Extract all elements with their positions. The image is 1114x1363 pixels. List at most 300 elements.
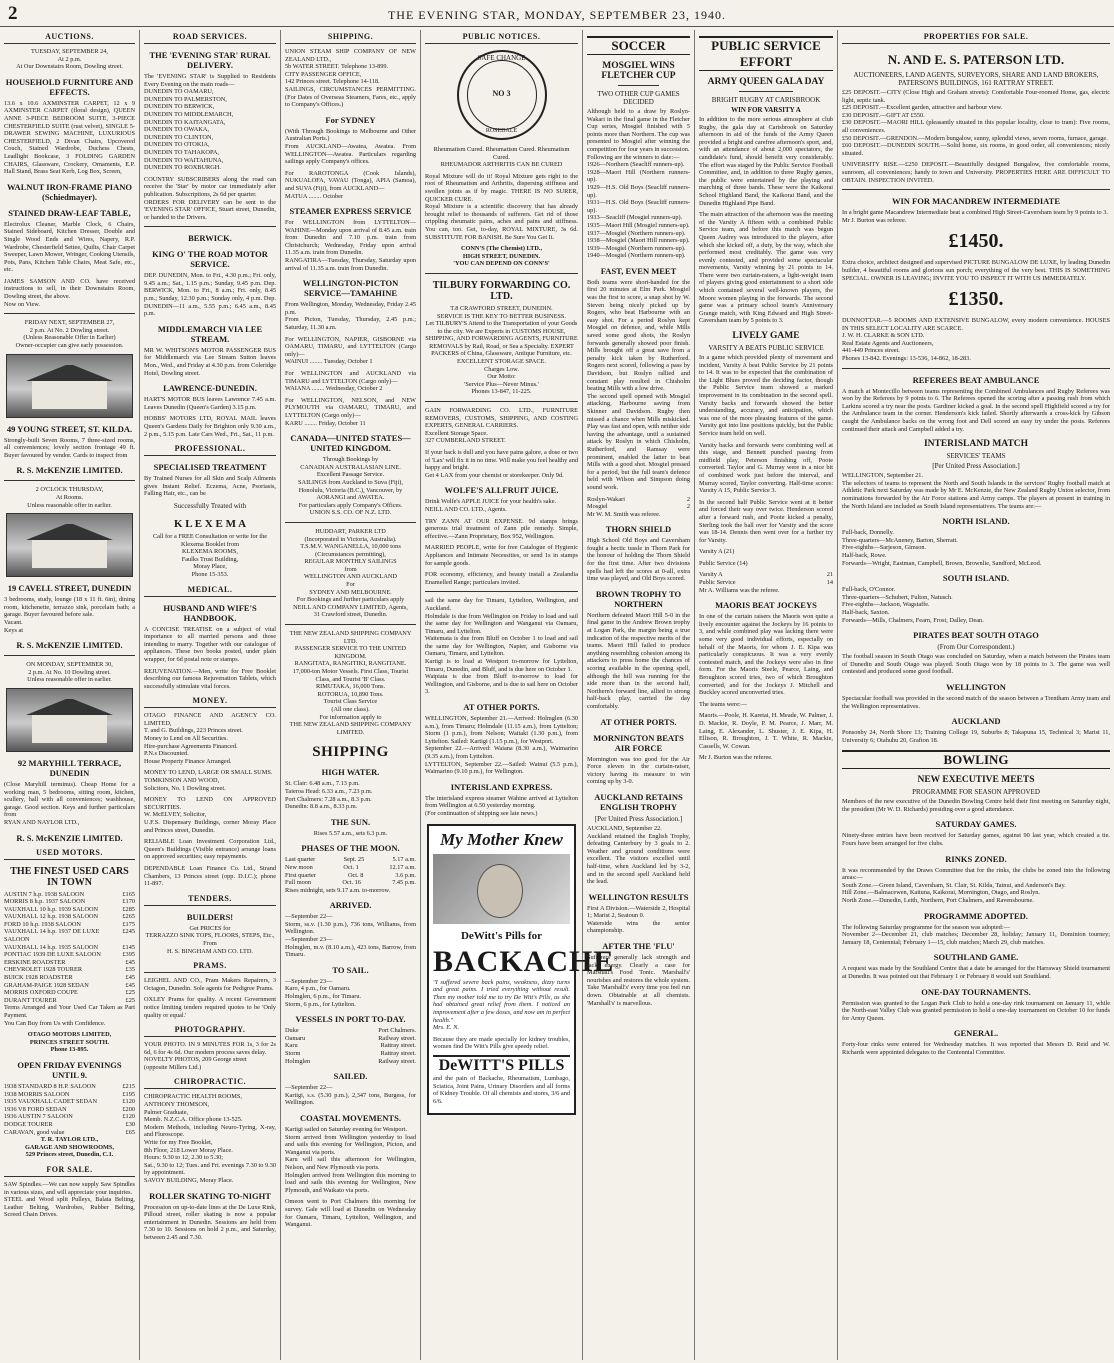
car-price-row-cell: £285 [122, 905, 135, 913]
moon-phase-table [285, 856, 416, 886]
ad-body: By Trained Nurses for all Skin and Scalp Ailments gives Instant Relief. Eczema, Acne, Psoriasis, Falling Hair, etc., can be [144, 475, 276, 498]
ad-body: Through Bookings by CANADIAN AUSTRALASIAN LINE. Excellent Passage Service. SAILINGS from Auckland to Suva (Fiji), Honolulu, Victoria (B.C.), Vancouver, by AORANGI and AWATEA. For particulars apply Company's Offices. UNION S.S. CO. OF N.Z. LTD. [298, 456, 403, 517]
moon-phase-row-cell: Full moon [285, 879, 312, 887]
news-body: A request was made by the Southland Centre that a date be arranged for the Harraway Shield tournament at Dunedin. It was pointed out that February 1 or February 8 would suit Southland. [842, 965, 1110, 980]
ad-body: Royal Mixture will do it! Royal Mixture gets right to the root of Rheumatism and Arthritis, dispersing stiffness and swollen joints as if by magic. THERE IS NO SURER, QUICKER CURE. Royal Mixture is a scientific discovery that has already brought relief to thousands of sufferers. Get rid of those crippling rheumatic pains, aches and pains and stiffness. You can, too. Get, to-day, ROYAL MIXTURE, 3s 6d. SUBSTITUTE FOR BANISH. Be Sure You Get It. [425, 172, 578, 241]
news-body: The teams were:— [699, 700, 747, 708]
car-price-row [4, 928, 135, 943]
news-heading: THE SUN. [330, 816, 371, 827]
news-heading: INTERISLAND EXPRESS. [450, 781, 553, 792]
moon-phase-row-cell: Sept. 25 [343, 856, 365, 864]
car-price-row-cell: DURANT TOURER [4, 996, 57, 1004]
car-price-row-cell: £45 [125, 958, 135, 966]
ad-body: HOBBS' MOTORS LTD, ROYAL MAIL leaves Queen's Gardens Daily for Brighton only 9.30 a.m., 2 p.m., 5.15 p.m. Late Cars Wed., Fri., Sat., 11 p.m. [144, 415, 276, 438]
news-heading: VESSELS IN PORT TO-DAY. [295, 1014, 406, 1025]
ad-body: Rheumatism Cured. Rheumatism Cured. Rheumatism Cured. RHEUMADOR ARTHRITIS CAN BE CURED [433, 146, 570, 169]
news-body: WELLINGTON, September 21. The selectors of teams to represent the North and South Islands in the services' Rugby football match at Athletic Park next Saturday was made by Mr E. McKenzie, the New Zealand Rugby Union selector, from nominations forwarded by the Air Force stations and Army camps. The players at present in training in the North Island are included as South Island representatives. The teams are:— [842, 472, 1110, 510]
team-heading: SOUTH ISLAND. [942, 573, 1010, 584]
vessel-row-cell: Railway street. [378, 1034, 416, 1042]
news-headline: MOSGIEL WINS FLETCHER CUP [601, 61, 676, 81]
section-heading: MEDICAL. [144, 583, 276, 597]
column-rugby [695, 30, 838, 1360]
news-body: In the second half Public Service went at it better and forced their way over twice. Henderson scored after a forward rush, and Poote kicked a penalty, Sterling took the ball over for Varsity and the score was 18-14. Dennis then went over for a further try for Varsity. [699, 498, 833, 544]
car-price-row-cell: £45 [125, 981, 135, 989]
news-body: Varsity backs and forwards were combining well at this stage, and Bennett punched passing from midfield play, Peterson finishing off, Poote converted. Taylor and G. Murray were in a nice bit of combined work just before the interval, and Murray scored, Taylor converting. Half-time scores: Varsity A 15, Public Service 3. [699, 441, 833, 495]
news-headline: REFEREES BEAT AMBULANCE [912, 374, 1040, 385]
ad-heading: OPEN FRIDAY EVENINGS UNTIL 9. [17, 1059, 122, 1080]
news-body: Mr J. Burton was the referee. [699, 754, 773, 762]
news-headline: ONE-DAY TOURNAMENTS. [921, 986, 1031, 997]
car-price-row [4, 974, 135, 982]
car-price-row-cell: £265 [122, 913, 135, 921]
news-heading: HIGH WATER. [321, 767, 380, 778]
score-row [587, 503, 690, 511]
section-heading: PROFESSIONAL. [144, 442, 276, 456]
section-heading: USED MOTORS. [4, 846, 135, 860]
vessel-row-cell: Rattray street. [380, 1042, 416, 1050]
car-price-row-cell: £25 [125, 996, 135, 1004]
car-price-row [4, 951, 135, 959]
ad-body: RELIABLE Loan Investment Corporation Ltd., Queen's Buildings (Visible entrance) arrange loans on approved securities; easy repayments. [144, 838, 276, 861]
car-price-row-cell: £165 [122, 890, 135, 898]
car-price-row-cell: MORRIS 8 h.p. 1937 SALOON [4, 898, 86, 906]
auction-notice: ON MONDAY, SEPTEMBER 30, 2 p.m. At No. 10 Dowling street. Unless reasonable offer in earlier. [26, 661, 113, 684]
news-headline: WIN FOR MACANDREW INTERMEDIATE [891, 196, 1061, 207]
agent-name: R. S. McKENZIE LIMITED. [16, 640, 123, 651]
ad-body: Terms Arranged and Your Used Car Taken as Part Payment. You Can Buy from Us with Confidence. [4, 1004, 135, 1027]
ad-heading: HOUSEHOLD FURNITURE AND EFFECTS. [5, 76, 134, 97]
car-price-row [4, 944, 135, 952]
badge-text-middle: NO 3 [492, 89, 511, 98]
ad-body: MARRIED PEOPLE, write for free Catalogue of Hygienic Appliances and Intimate Necessities, or send 1s in stamps for sample goods. [425, 544, 578, 567]
news-body: Omeon went to Port Chalmers this morning for survey. Gale will load at Dunedin on Wednesday for Oamaru, Timaru, Lyttelton, Wellington, and Wanganui. [285, 1198, 416, 1229]
ad-body: HART'S MOTOR BUS leaves Lawrence 7.45 a.m. Leaves Dunedin (Queen's Garden) 3.15 p.m. [144, 396, 276, 411]
news-body: The main attraction of the afternoon was the meeting of the Varsity A fifteen with a combined Public Service team, and before this match was begun Queen Audrey was introduced to the players, after which she kicked off, a duty, by the way, which she performed most creditably. The game was very evenly contested, and provided some spectacular movements, Varsity winning by 21 points to 14. There were two curtain-raisers, a light-weight team of players giving good entertainment to a short side which contained several well-known players, the Moore women playing in the forwards. The second game was a primary school team's Anniversary Grange match, with King Edward and High Street-Caversham team by 5 points to 3. [699, 211, 833, 325]
advert-headline: My Mother Knew [440, 829, 563, 849]
vessel-row-cell: Railway street. [378, 1057, 416, 1065]
dealer-name: OTAGO MOTORS LIMITED, PRINCES STREET SOUTH. Phone 13-895. [27, 1031, 112, 1054]
ad-heading: BERWICK. [188, 233, 232, 244]
vessel-row [285, 1027, 416, 1035]
car-price-row [4, 1106, 135, 1114]
moon-phase-row-cell: Last quarter [285, 856, 316, 864]
car-price-row-cell: £120 [122, 1098, 135, 1106]
news-credit: [Per United Press Association.] [594, 814, 683, 823]
news-credit: (From Our Correspondent.) [937, 643, 1015, 652]
ad-body: £25 DEPOSIT.—CITY (Close High and Graham streets): Comfortable Four-roomed Home, gas, electric light, septic tank. £25 DEPOSIT.—Excellent garden, attractive and harbour view. £30 DEPOSIT.—GIFT AT £550. £30 DEPOSIT.—MAORI HILL (pleasantly situated in this popular locality, close to tram): Five rooms, all conveniences. £50 DEPOSIT.—GRENDON.—Modern bungalow, sunny, splendid views, seven rooms, furnace, garage. £60 DEPOSIT.—DUNEDIN SOUTH.—Solid home, six rooms, in good order, all conveniences; nicely situated. [842, 89, 1110, 157]
ad-body: TRY ZANN AT OUR EXPENSE. 9d stamps brings generous trial treatment of Zann pile remedy. Simple, effective.—Zann Proprietary, Box 952, Wellington. [425, 517, 578, 540]
ad-heading: THE FINEST USED CARS IN TOWN [10, 865, 129, 888]
section-heading: PRAMS. [144, 959, 276, 973]
car-price-row-cell: £215 [122, 1082, 135, 1090]
news-heading: SAILED. [333, 1071, 368, 1082]
news-credit: [Per United Press Association.] [932, 462, 1020, 471]
car-price-row-cell: 1938 STANDARD 8 H.P. SALOON [4, 1082, 96, 1090]
agent-name: R. S. McKENZIE LIMITED. [16, 832, 123, 843]
ad-heading: THE 'EVENING STAR' RURAL DELIVERY. [149, 50, 271, 70]
moon-phase-row [285, 856, 416, 864]
ad-heading: KING O' THE ROAD MOTOR SERVICE. [152, 249, 268, 270]
news-body: Permission was granted to the Logan Park Club to hold a one-day rink tournament on January 11, while the North-east Valley Club was granted permission to hold a one-day tournament on October 10 for funds for Army Queen. [842, 999, 1110, 1022]
news-headline: AUCKLAND [951, 716, 1001, 727]
property-price: £1450. [948, 230, 1004, 253]
news-body: The following Saturday programme for the season was adopted:— November 2—December 21, club matches; December 28, holiday; January 11, Dominion tourney; January 18, Centennial; February 1—15, club matches; March 29, club matches. [842, 923, 1110, 946]
news-heading: COASTAL MOVEMENTS. [300, 1112, 401, 1123]
moon-phase-row-cell: 7.45 p.m. [392, 879, 416, 887]
vessel-row [285, 1035, 416, 1043]
car-price-row-cell: £200 [122, 1105, 135, 1113]
vessels-table [285, 1027, 416, 1065]
car-price-row [4, 997, 135, 1005]
vessel-row-cell: Storm [285, 1050, 301, 1057]
badge-text-top: SAFE CHANGE [477, 54, 526, 62]
news-body: —September 22— Storm, ss.v. (1.30 p.m.), 736 tons, Williams, from Wellington. —September 23— Holmglen, m.v. (8.10 a.m.), 423 tons, Barrow, from Timaru. [285, 913, 416, 959]
car-price-row-cell: GRAHAM-PAIGE 1928 SEDAN [4, 981, 89, 989]
score-row-cell: 2 [686, 495, 690, 503]
moon-phase-row [285, 864, 416, 872]
score-row [699, 579, 833, 587]
badge-text-bottom: ROSEDALE [485, 128, 518, 134]
ad-heading: HUSBAND AND WIFE'S HANDBOOK. [163, 602, 257, 623]
score-row-cell: Varsity A [699, 571, 723, 579]
news-body: WELLINGTON, September 21.—Arrived: Holmglen (6.30 a.m.), from Timaru; Holmdale (11.15 a.m.), from Lyttelton; Storm (1 p.m.), from Nelson; Waitaki (1.30 p.m.), from Lyttelton. Sailed: Kartigi (1.15 p.m.), for Westport. September 22.—Arrived: Waiana (8.30 a.m.), Waimarino (9.35 a.m.), from Lyttelton. LYTTELTON, September 22.—Sailed: Wainui (5.5 p.m.), Waimarino (9.10 p.m.), for Wellington. [425, 715, 578, 776]
house-photo [6, 354, 133, 418]
news-body: In a game which provided plenty of movement and incident, Varsity A beat Public Service by 21 points to 14. It was to be expected that the combination of the Light Blues proved the deciding factor, though the Public Service team showed a marked improvement in its combination in the second spell. Varsity backs and forwards showed the better understanding, accuracy, and anticipation, which was one of the more pleasing features of the game. Varsity got into line positions quickly, but the Public Service team held on well. [699, 354, 833, 437]
news-body: —September 22— Kartigi, s.s. (5.30 p.m.), 2,347 tons, Burgess, for Wellington. [285, 1084, 416, 1107]
news-body: It was recommended by the Draws Committee that for the rinks, the clubs be zoned into the following areas:— South Zone.—Green Island, Caversham, St. Clair, St. Kilda, Tainui, and Anderson's Bay. Hill Zone.—Balmacewen, Kaituna, Kaikorai, Mornington, Otago, and Roslyn. North Zone.—Dunedin, Leith, Northern, Port Chalmers, and Ravensbourne. [842, 866, 1110, 905]
news-body: Full-back, O'Connor. Three-quarters—Schubert, Fulton, Natusch. Five-eighths—Jackson, Wagstaffe. Half-back, Saxton. Forwards—Mills, Chalmers, Fearn, Frost, Dalley, Dean. [842, 586, 984, 624]
agency-details: AUCTIONEERS, LAND AGENTS, SURVEYORS, SHARE AND LAND BROKERS, PATERSON'S BUILDINGS, 161 RATTRAY STREET. [853, 71, 1099, 87]
car-price-row-cell: 1936 AUSTIN 7 SALOON [4, 1113, 73, 1121]
ad-heading: WALNUT IRON-FRAME PIANO (Schiedmayer). [7, 181, 132, 202]
ad-body: If your back is dull and you have pains galore, a dose or two of 'Lax' will fix it in no time. Will make you feel healthy and happy and bright. Get 4 LAX from your chemist or storekeeper. Only 9d. [425, 449, 578, 479]
ad-body: JAMES SAMSON AND CO. have received instructions to sell, in their Downstairs Room, Dowling street, the above. Now on View. [4, 277, 135, 308]
news-subheadline: BRIGHT RUGBY AT CARISBROOK [711, 96, 821, 104]
news-heading: AT OTHER PORTS. [463, 702, 540, 713]
news-body: The football season in South Otago was concluded on Saturday, when a match between the Pirates team of Dunedin and South Otago was played. South Otago won by 18 points to 3. The game was well contested and produced some good football. [842, 653, 1110, 676]
news-body: —September 23— Karo, 4 p.m., for Oamaru. Holmglen, 6 p.m., for Timaru. Storm, 6 p.m., for Lyttelton. [285, 977, 362, 1008]
ad-heading: CANADA—UNITED STATES—UNITED KINGDOM. [290, 433, 411, 454]
ad-body: GAIN FORWARDING CO. LTD., FURNITURE REMOVERS, CUSTOMS, SHIPPING, AND COSTING EXPERTS, GENERAL CARRIERS. Excellent Storage Space. 327 CUMBERLAND STREET. [425, 407, 578, 445]
car-price-row-cell: £395 [122, 951, 135, 959]
news-body: The interisland express steamer Wahine arrived at Lyttelton from Wellington at 6.50 yesterday morning. (For continuation of shipping see late news.) [425, 794, 578, 817]
car-price-row [4, 1091, 135, 1099]
section-banner: SOCCER [587, 36, 690, 55]
ad-body: Extra choice, architect designed and supervised PICTURE BUNGALOW DE LUXE, by leading Dunedin builder, 4 beautiful rooms and glorious sun porch; everything of the very best. THIS IS SOMETHING SPECIAL. OWNER IS LEAVING; INVITE YOU TO INSPECT IT WITH US IMMEDIATELY. [842, 259, 1110, 282]
ad-body: (With Through Bookings to Melbourne and Other Australian Ports.) From AUCKLAND—Awatea, Awatea. From WELLINGTON—Awatea. Particulars regarding sailings apply Company's offices. [285, 127, 416, 166]
car-price-row [4, 1113, 135, 1121]
news-body: Full-back, Donnelly. Three-quarters—McAneney, Barton, Sherratt. Five-eighths—Sarjeson, Gimson. Half-back, Rowe. Forwards—Wright, Eastman, Campbell, Brown, Brownlie, Sandford, McLeod. [842, 529, 1042, 567]
ad-body: For WELLINGTON from LYTTELTON—WAHINE—Monday upon arrival of 8.45 a.m. train from Dunedin and 7.10 p.m. train from Christchurch; Wednesday, Friday upon arrival 11.35 a.m. train from Dunedin. RANGATIRA—Tuesday, Thursday, Saturday upon arrival of 11.35 a.m. train from Dunedin. [285, 219, 416, 272]
vessel-row-cell: Karu [285, 1042, 298, 1050]
ad-body: For WELLINGTON, NELSON, and NEW PLYMOUTH via OAMARU, TIMARU, and LYTTELTON (Cargo only)— KARU ........ Friday, October 11 [285, 396, 416, 427]
ad-body: OTAGO FINANCE AND AGENCY CO. LIMITED, T. and G. Buildings, 223 Princes street. Money to Lend on All Securities. Hire-purchase Agreements Financed. P.N.s Discounted. House Property Finance Arranged. [144, 712, 276, 765]
car-price-row-cell: PONTIAC 1939 DE LUXE SALOON [4, 951, 101, 959]
news-body: Ponsonby 24, North Shore 13; Training College 19, Suburbs 8; Takapuna 15, Technical 3; Marist 11, University 6; Otahuhu 20, Grafton 18. [842, 729, 1110, 744]
car-price-row-cell: £30 [125, 1120, 135, 1128]
vessel-row [285, 1042, 416, 1050]
advert-body: and the pain of Backache, Rheumatism, Lumbago, Sciatica, Joint Pains, Urinary Disorders and all forms of Kidney Trouble. Of all chemists and stores, 3/6 and 6/6. [433, 1074, 570, 1105]
ad-body: OXLEY Prams for quality. A recent Government notice limiting tenders required quotes to be 'Only quality or equal.' [144, 996, 276, 1019]
ad-body: Strongly-built Seven Rooms, 7 three-sized rooms, all conveniences; lovely section frontage 49 ft. Buyer favoured by vendor. Cards to inspect from [4, 436, 135, 459]
car-price-row-cell: CHEVROLET 1928 TOURER [4, 966, 83, 974]
news-headline: THORN SHIELD [605, 524, 672, 535]
section-heading: PROPERTIES FOR SALE. [842, 30, 1110, 44]
ad-heading: BUILDERS! [186, 911, 234, 922]
section-heading: TENDERS. [144, 892, 276, 906]
news-headline: INTERISLAND MATCH [923, 439, 1029, 450]
car-price-row [4, 982, 135, 990]
ad-body: COUNTRY SUBSCRIBERS along the road can receive the 'Star' by motor car immediately after publication. Subscriptions, 2s 6d per quarter. ORDERS FOR DELIVERY can be sent to the 'EVENING STAR' OFFICE, Stuart street, Dunedin, or handed to the Drivers. [144, 175, 276, 221]
ad-body: THE NEW ZEALAND SHIPPING COMPANY LTD. PASSENGER SERVICE TO THE UNITED KINGDOM. RANGITATA, RANGITIKI, RANGITANE. 17,000-ton Motor Vessels. First Class, Tourist Class, and Tourist 'B' Class. RIMUTAKA, 16,000 Tons. ROTORUA, 10,890 Tons. Tourist Class Service (All one class). For information apply to THE NEW ZEALAND SHIPPING COMPANY LIMITED. [289, 630, 412, 736]
ad-heading: ROLLER SKATING TO-NIGHT [149, 1190, 271, 1201]
ad-body: LEIGHEL AND CO., Pram Makers Repairers, 3 Octagon, Dunedin. Sole agents for Pedigree Prams. [144, 977, 276, 992]
score-row-cell: Public Service [699, 579, 736, 587]
advert-big-word: BACKACHE [433, 944, 615, 978]
dewitts-pills-advert [427, 824, 615, 1116]
ad-body: UNION STEAM SHIP COMPANY OF NEW ZEALAND LTD., 5b WATER STREET. Telephone 13-899. CITY PASSENGER OFFICE, 142 Princes street. Telephone 14-118. SAILINGS, CIRCUMSTANCES PERMITTING. (For Dates of Overseas Steamers, Fares, etc., apply to Company's Offices.) [285, 48, 416, 109]
column-road-services [140, 30, 281, 1360]
score-row [587, 496, 690, 504]
news-headline: RINKS ZONED. [945, 853, 1007, 864]
page-number: 2 [8, 3, 18, 24]
car-price-row-cell: VAUXHALL 10 h.p. 1939 SALOON [4, 905, 99, 913]
ad-body: Drink Wolfe's APPLE JUICE for your health's sake. NEILL AND CO. LTD., Agents. [425, 498, 557, 513]
car-price-row [4, 959, 135, 967]
news-body: In addition to the more serious atmosphere at club Rugby, the gala day at Carisbrook on Saturday afternoon in aid of the funds of the Army Queen provided a bright and carefree afternoon's sport, and, with an attendance of about 2,000 spectators, the candidate's fund, should benefit very considerably. The effort was staged by the Public Service Football Committee, and, in addition to three Rugby games, the public were entertained by the playing and marching of three bands. These were the Kaikorai School Highland Band, the Kaikorai Band, and the Dunedin Highland Pipe Band. [699, 116, 833, 207]
news-body: Kartigi sailed on Saturday evening for Westport. Storm arrived from Wellington yesterday to load and sails this evening for Wellington, Picton, and Wanganui via ports. Karu will sail this afternoon for Wellington, Nelson, and New Plymouth via ports. Holmglen arrived from Wellington this morning to load and sails this evening for Wellington, New Plymouth, and Waikato via ports. [285, 1125, 416, 1194]
auction-notice: 2 O'CLOCK THURSDAY, At Rooms. Unless reasonable offer in earlier. [27, 486, 112, 509]
masthead [0, 0, 1114, 27]
section-heading: ROAD SERVICES. [144, 30, 276, 44]
score-table [587, 496, 690, 511]
ad-heading: 49 YOUNG STREET, ST. KILDA. [6, 423, 133, 434]
news-headline: FAST, EVEN MEET [600, 265, 677, 276]
section-heading: PUBLIC NOTICES. [425, 30, 578, 44]
auction-notice: FRIDAY NEXT, SEPTEMBER 27, 2 p.m. At No. 2 Dowling street. (Unless Reasonable Offer in Earlier) Owner-occupier can give early possession. [15, 319, 124, 350]
news-headline: AUCKLAND RETAINS ENGLISH TROPHY [594, 791, 683, 812]
news-body: Ninety-three entries have been received for Saturday games, against 90 last year, which created a tie. Fours have been arranged for five clubs. [842, 832, 1110, 848]
news-body: A match at Montecillo between teams representing the Combined Ambulances and Rugby Referees was won by the Referees by 9 points to 6. The Referees opened the scoring after a passing rush from which Larkins scored a try near the posts. Gardiner kicked a goal. In the second spell Highfield scored a try for the Ambulance team in the corner. Henderson's kick failed. Shortly afterwards a cross-kick by Gibson caught the Ambulance backs on the wrong foot and Dell scored an easy try under the posts. Referees continued their attack and Campbell added a try. [842, 387, 1110, 433]
car-price-row-cell: CARAVAN, good value [4, 1128, 65, 1136]
property-price: £1350. [948, 288, 1004, 311]
ad-body: DEP. DUNEDIN, Mon. to Fri., 4.30 p.m.; Fri. only, 9.45 a.m.; Sat., 1.15 p.m.; Sunday, 9.45 p.m. Dep. BERWICK, Mon. to Fri., 8 a.m.; Fri. only, 8.45 p.m.; Sunday, 12.30 p.m.; Sunday only, 4 p.m. Dep. DUNEDIN—11 a.m., 5.55 p.m.; 6.45 a.m., 8.45 p.m. [144, 272, 276, 318]
ad-heading: WELLINGTON-PICTON SERVICE—TAMAHINE [302, 278, 399, 299]
ad-body: CHIROPRACTIC HEALTH ROOMS, ANTHONY THOMSON, Palmer Graduate, Memb. N.Z.C.A. Office phone 13-525. Modern Methods, including Neuro-Tyring, X-ray, and Fluroscope. Write for my Free Booklet, 8th Floor, 218 Lower Moray Place. Hours: 9.30 to 12, 2.30 to 5.30; Sat., 9.30 to 12; Tues. and Fri. evenings 7.30 to 9.30 by appointment. SAVOY BUILDING, Moray Place. [144, 1093, 276, 1184]
news-headline: SOUTHLAND GAME. [933, 952, 1019, 963]
moon-phase-row-cell: New moon [285, 863, 313, 871]
car-price-row-cell: 1936 V8 FORD SEDAN [4, 1105, 67, 1113]
moon-phase-row-cell: 3.6 p.m. [395, 871, 416, 879]
ad-heading: 92 MARYHILL TERRACE, DUNEDIN [17, 757, 122, 778]
brand-name: K L E X E M A [173, 517, 247, 530]
car-price-row-cell: £245 [122, 928, 135, 936]
car-price-row [4, 1121, 135, 1129]
section-heading: CHIROPRACTIC. [144, 1075, 276, 1089]
moon-phase-row-cell: First quarter [285, 871, 316, 879]
news-headline: AT OTHER PORTS. [600, 716, 677, 727]
ad-body: For WELLINGTON and AUCKLAND via TIMARU and LYTTELTON (Cargo only)— WAIANA ........ Wednesday, October 2 [285, 370, 416, 393]
car-price-row-cell: DODGE TOURER [4, 1120, 53, 1128]
news-body: Mr W. M. Smith was referee. [587, 510, 661, 518]
ad-body: For RAROTONGA (Cook Islands), NUKUALOFA, VAVAU (Tonga), APIA (Samoa), and SUVA (Fiji), from AUCKLAND— MATUA ........ October [285, 169, 416, 200]
car-price-row-cell: £25 [125, 989, 135, 997]
section-heading: SHIPPING. [285, 30, 416, 44]
car-price-row-cell: FORD 10 h.p. 1938 SALOON [4, 920, 81, 928]
score-row-cell: 2 [686, 503, 690, 511]
news-headline: AFTER THE 'FLU' [602, 941, 675, 952]
vessel-row-cell: Holmglen [285, 1057, 311, 1065]
ad-body: Electrolux Cleaner, Marble Clock, 6 Chairs, Stained Sideboard, Kitchen Dresser, Double and Single Wood Ends and Wires, Napery, R.P. Wardrobe, Chesterfield Settee, Quilts, Chair Carpet Sweeper, Lawn Mower, Wringer, Cooking Utensils, Pots, Pans, Kitchen Table Chairs, Meat Safe, etc., etc. [4, 220, 135, 274]
car-price-row [4, 1083, 135, 1091]
agency-name: N. AND E. S. PATERSON LTD. [887, 52, 1065, 67]
ad-body: SAW Spindles.—We can now supply Saw Spindles in various sizes, and will appreciate your inquiries. STEEL and Wood split Pulleys, Balata Belting, Leather Belting, Wardrobes, Rubber Belting, Screed Chain Drives. [4, 1180, 135, 1219]
column-auctions [0, 30, 140, 1360]
ad-body: Procession on up-to-date lines at the De Luxe Rink, Pilloud street, roller skating is now a popular entertainment in Dunedin. Sessions are held from 7.30 to 10. Sessions on hold 2 p.m., and Saturday, between 2.45 and 7.30. [144, 1203, 276, 1241]
news-body: Both teams were short-handed for the first 20 minutes at Elm Park. Mosgiel was the first to score, a snap shot by W. Steven being nicely picked up by Rogers, who beat Harbourne with an easy shot. For a period Roslyn kept Mosgiel on defence, and, while Mills saved some good shots, the Roslyn forwards generally showed poor finish. Mills brought off a great save from a penalty kick taken by Rutherford. Rogers next scored, following a pass by Davidson, but Roslyn rallied and constant play resulted in Chisholm beating Mills with a low drive. The second spell opened with Mosgiel attacking, Harbourne saving from Skinner and Davidson. Rugby then missed a chance when Mills miskicked. Play was fast and open, with neither side having the advantage, until a sustained attack by Roslyn in which Chisholm, Rutherford, and Ramsay were prominent, enabled the latter to beat Mills with a good shot. Mosgiel pressed for a period, but the full team's defence held with Wilson and Simpson doing sound work. [587, 278, 690, 491]
news-body: Mornington was too good for the Air Force eleven in the curtain-raiser, victory having its measure to win coming up by 3-0. [587, 755, 690, 786]
news-headline: PROGRAMME ADOPTED. [924, 910, 1028, 921]
car-price-row [4, 913, 135, 921]
column-properties [838, 30, 1114, 1360]
car-price-row [4, 891, 135, 899]
section-heading: PHOTOGRAPHY. [144, 1023, 276, 1037]
news-headline: NEW EXECUTIVE MEETS [917, 775, 1035, 786]
ad-heading: TILBURY FORWARDING CO. LTD. [432, 279, 571, 302]
car-price-row [4, 906, 135, 914]
car-price-list [4, 1083, 135, 1136]
news-body: Public Service (14) [699, 559, 748, 567]
agent-name: R. S. McKENZIE LIMITED. [16, 465, 123, 476]
score-row-cell: 14 [826, 579, 833, 587]
news-body: Members of the new executive of the Dunedin Bowling Centre held their first meeting on Saturday night, the president (Mr W. D. Richards) presiding over a good attendance. [842, 798, 1110, 813]
ad-body: DEPENDABLE Loan Finance Co. Ltd., Strand Chambers, 13 Princes street (opp. D.I.C.); phone 11-897. [144, 864, 276, 888]
ad-heading: WOLFE'S ALLFRUIT JUICE. [444, 485, 559, 496]
vessel-row-cell: Oamaru [285, 1034, 306, 1042]
ad-subheading: Successfully Treated with [173, 501, 247, 510]
section-banner: SHIPPING [312, 744, 389, 761]
moon-phase-row [285, 872, 416, 880]
advert-subhead: DeWitt's Pills for [460, 929, 543, 942]
house-photo [6, 513, 133, 577]
ad-body: 3 bedrooms, study, lounge (18 x 11 ft. 6in), dining room, kitchenette, terrazzo sink, porcelain bath; a garage. Buyer favoured before sale. Vacant. Keys at [4, 596, 135, 634]
news-body: Maoris.—Poole, H. Karetai, H. Meade, W. Palmer, J. D. Mackie, R. Doyle, P. M. Pearce, J. Marr, M. Laing, E. Alexander, L. Shuster, J. E. Kipa, H. Ellison, R. Broughton, J. T. White, R. Mackie, Cassells, W. Cowan. [699, 712, 833, 750]
car-price-row-cell: £35 [125, 966, 135, 974]
ad-body: A CONCISE TREATISE on a subject of vital importance to all married persons and those intending to marry. Together with our catalogue of appliances. These two books posted, under plain wrapper, for 6d postal note or stamps. [144, 625, 276, 663]
house-photo [6, 688, 133, 752]
car-price-row-cell: £120 [122, 1113, 135, 1121]
section-banner: PUBLIC SERVICE EFFORT [699, 36, 833, 71]
score-row-cell: Mosgiel [587, 503, 608, 511]
news-body: Forty-four rinks were entered for Wednesday matches. It was reported that Messrs D. Reid and W. Richards were appointed delegates to the Centennial Committee. [842, 1041, 1110, 1056]
car-price-row-cell: AUSTIN 7 h.p. 1938 SALOON [4, 890, 85, 898]
car-price-row-cell: 1935 VAUXHALL CADET SEDAN [4, 1098, 97, 1106]
news-body: Rises midnight, sets 9.17 a.m. to-morrow. [285, 886, 391, 894]
dealer-name: T. R. TAYLOR LTD., GARAGE AND SHOWROOMS, 529 Princes street, Dunedin, C.1. [24, 1136, 115, 1159]
news-subheadline: VARSITY A BEATS PUBLIC SERVICE [708, 344, 824, 353]
section-heading: AUCTIONS. [4, 30, 135, 44]
news-headline: GENERAL. [953, 1028, 999, 1039]
news-heading: PHASES OF THE MOON. [301, 843, 400, 854]
news-headline: ARMY QUEEN GALA DAY [707, 77, 825, 87]
news-body: Although held to a draw by Roslyn-Wakari in the final game in the Fletcher Cup series, Mosgiel finished with 5 points more than Northern. The cup was presented to Mosgiel after winning the competition for four years in succession. Following are the winners to date:— 1926—Northern (Seacliff runners-up). 1928—Maori Hill (Northern runners-up). 1929—H.S. Old Boys (Seacliff runners-up). 1931—H.S. Old Boys (Seacliff runners-up). 1933—Seacliff (Mosgiel runners-up). 1935—Maori Hill (Mosgiel runners-up). 1937—Mosgiel (Northern runners-up). 1938—Mosgiel (Maori Hill runners-up). 1939—Mosgiel (Northern runners-up). 1940—Mosgiel (Northern runners-up). [587, 108, 690, 260]
advert-illustration [433, 854, 570, 924]
ad-heading: For SYDNEY [325, 114, 376, 125]
news-body: sail the same day for Timaru, Lyttelton, Wellington, and Auckland. Holmdale is due from Wellington on Friday to load and sail the same day for Wellington and Wanganui via Oamaru, Timaru, and Lyttelton. Waitemata is due from Bluff on October 1 to load and sail the same day for Wellington, Napier, and Gisborne via Oamaru, Timaru, and Lyttelton. Kartigi is to load at Westport to-morrow for Lyttelton, Timaru, Dunedin, and Bluff, and is due here on October 1. Waipiata is due from Bluff to-morrow to load for Wellington, and Gisborne, and is due to sail here on October 3. [425, 597, 578, 696]
ad-heading: SPECIALISED TREATMENT [153, 462, 267, 473]
vessel-row [285, 1058, 416, 1066]
news-headline: MAORIS BEAT JOCKEYS [715, 600, 817, 611]
news-body: Northern defeated Maori Hill 5-0 in the final game in the Andrew Brown trophy at Logan Park, the margin being a true indication of the respective merits of the teams. Maori Hill failed to produce anything resembling cohesion among its attackers to press home the chances of scoring available in the opening spell, although the hill was running for the side more than in the second half, Northern's forward line, allied to strong half-back play, carried the day comfortably. [587, 611, 690, 710]
car-price-row [4, 921, 135, 929]
car-price-row-cell: VAUXHALL 14 h.p. 1937 DE LUXE SALOON [4, 928, 100, 944]
moon-phase-row [285, 879, 416, 887]
ad-body: (Close Maryhill terminus). Cheap Home for a working man, 5 bedrooms, sitting room, kitchen, scullery, hall with all conveniences; washhouse, garage. Good section. Keys and further particulars from RYAN AND NAYLOR LTD., [4, 780, 135, 826]
news-body: Mr A. Williams was the referee. [699, 586, 780, 594]
news-body: High School Old Boys and Caversham fought a hectic tussle in Thorn Park for the honour of holding the Thorn Shield for the first time. After two divisions spells had left the scores at 0-all, extra time was played, and Old Boys scored. [587, 537, 690, 583]
ad-body: Call for a FREE Consultation or write for the Klexema Booklet from KLEXEMA ROOMS, Faulks Trust Building, Moray Place, Phone 15-353. [152, 532, 268, 578]
car-price-list [4, 891, 135, 1005]
advert-quote: "I suffered severe back pains, weakness, dizzy turns and great pains. I tried everything without result. Then my mother told me to try De Witt's Pills, as she had obtained great relief from them. I noticed an improvement after a few doses, and now am in perfect health." Mrs. E. N. [433, 978, 570, 1032]
news-body: Varsity A (21) [699, 548, 735, 556]
ad-body: MONEY TO LEND, LARGE OR SMALL SUMS. TOMKINSON AND WOOD, Solicitors, No. 1 Dowling street. [144, 769, 273, 792]
ad-heading: STEAMER EXPRESS SERVICE [289, 206, 412, 217]
news-headline: MORNINGTON BEATS AIR FORCE [593, 732, 684, 753]
car-price-row [4, 898, 135, 906]
score-row [699, 571, 833, 579]
ad-body: Get PRICES for TERRAZZO SINK TOPS, FLOORS, STEPS, Etc., From H. S. BINGHAM AND CO. LTD. [145, 924, 275, 955]
ad-body: 13.6 x 10.6 AXMINSTER CARPET, 12 x 9 AXMINSTER CARPET (floral design), QUEEN ANNE 3-PIECE BEDROOM SUITE, 3-PIECE CHESTERFIELD SUITE (rust velvet), SINGLE 5-DRAWER SEWING MACHINE, LUXURIOUS CHESTERFIELD, 2 Divan Chairs, Upcovered Couch, Stained Wardrobe, Duchess Chests, Leadlight Bookcase, 3 FOLDING GARDEN CHAIRS, Glassware, Crockery, Ornaments, E.P. Hall Stand, Brass Seat Kerb, Log Box, Screen, [4, 99, 135, 176]
moon-phase-row-cell: Oct. 1 [343, 863, 359, 871]
news-body: Sufferers generally lack strength and lack energy. Clearly a case for Marshall's Food Tonic. 'Marshall's' nourishes and restores the whole system. Take 'Marshall's' every time you feel run down. Obtainable at all chemists. 'Marshall's' is marvellous. [587, 954, 690, 1007]
newspaper-dateline: THE EVENING STAR, MONDAY, SEPTEMBER 23, 1940. [387, 8, 727, 22]
car-price-row-cell: £195 [122, 1090, 135, 1098]
news-body: In a bright game Macandrew Intermediate beat a combined High Street-Caversham team by 9 points to 3. Mr J. Burton was referee. [842, 209, 1108, 224]
car-price-row-cell: £65 [125, 1128, 135, 1136]
news-body: Spectacular football was provided in the second match of the season between a Trentham Army team and the Wellington representatives. [842, 694, 1110, 710]
ad-body: REJUVENATION.—Men, write for Free Booklet describing our famous Rejuvenation Tablets, which successfully stimulate vital forces. [144, 667, 276, 690]
badge-emblem [457, 50, 547, 140]
moon-phase-row-cell: Oct. 16 [342, 879, 361, 887]
column-shipping [281, 30, 421, 1360]
car-price-row [4, 1129, 135, 1137]
ad-body: MR W. WHITSON'S MOTOR PASSENGER BUS for Middlemarch via Lee Stream Sutton leaves Mon., Wed., and Friday at 4.30 p.m. from Coleridge Hotel, Dowling street. [144, 346, 276, 377]
car-price-row [4, 966, 135, 974]
auction-notice: TUESDAY, SEPTEMBER 24, At 2 p.m. At Our Downstairs Room, Dowling street. [16, 48, 123, 71]
car-price-row-cell: ERSKINE ROADSTER [4, 958, 66, 966]
ad-body: YOUR PHOTO. IN 9 MINUTES FOR 1s, 3 for 2s 6d, 6 for 4s 6d. Our modern process saves delay. NOVELTY PHOTOS, 209 George street (opposite Millers Ltd.) [144, 1041, 276, 1071]
team-heading: NORTH ISLAND. [942, 516, 1010, 527]
news-subheadline: WIN FOR VARSITY A [731, 106, 801, 114]
ad-heading: STAINED DRAW-LEAF TABLE, [8, 207, 131, 218]
vessel-row-cell: Rattray street. [380, 1050, 416, 1057]
car-price-row-cell: BUICK 1928 ROADSTER [4, 974, 73, 982]
section-heading: MONEY. [144, 694, 276, 708]
news-body: AUCKLAND, September 22. Auckland retained the English Trophy, defeating Canterbury by 3 goals to 2. Weather and ground conditions were excellent. The visitors excelled until half-time, when Auckland led by 3-2, and in the second spell Auckland held the lead. [587, 824, 690, 886]
ad-heading: 19 CAVELL STREET, DUNEDIN [7, 583, 132, 594]
vessel-row [285, 1050, 416, 1058]
score-row-cell: Roslyn-Wakari [587, 495, 625, 503]
moon-phase-row-cell: Oct. 8 [347, 871, 364, 879]
moon-phase-row-cell: 12.17 a.m. [389, 863, 416, 871]
ad-body: DUNNOTTAR.—5 ROOMS AND EXTENSIVE BUNGALOW, every modern convenience. HOUSES IN THIS SELECT LOCALITY ARE SCARCE. J. W. H. CLARKE & SON LTD. Real Estate Agents and Auctioneers, 441-449 Princes street. Phones 13-842. Evenings: 13-536, 14-862, 18-283. [842, 317, 1110, 363]
news-body: First A Division.—Waterside 2, Hospital 1; Marist 2, Seatoun 0. Waterside wins the senior championship. [587, 904, 690, 935]
score-row-cell: 21 [826, 571, 833, 579]
car-price-row-cell: £145 [122, 943, 135, 951]
car-price-row-cell: £175 [122, 920, 135, 928]
ad-body: For WELLINGTON, NAPIER, GISBORNE via OAMARU, TIMARU, and LYTTELTON (Cargo only)— WAINUI ........ Tuesday, October 1 [285, 335, 416, 366]
ad-body: From Wellington, Monday, Wednesday, Friday 2.45 p.m. From Picton, Tuesday, Thursday, 2.45 p.m.; Saturday, 11.30 a.m. [285, 301, 416, 332]
